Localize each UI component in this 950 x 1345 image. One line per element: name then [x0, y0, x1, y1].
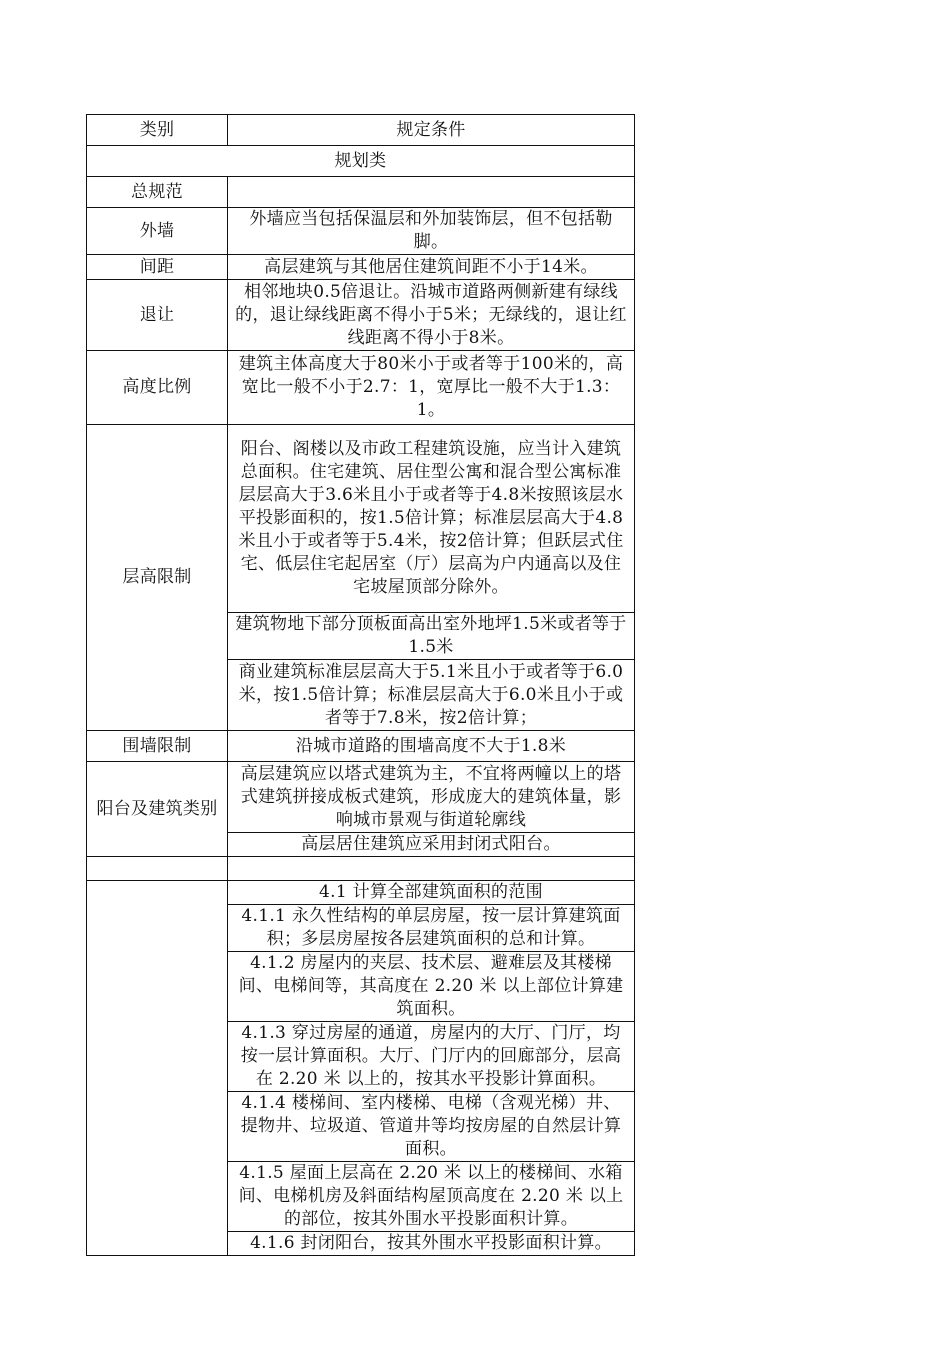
general-value: [228, 177, 635, 208]
balcony-label: 阳台及建筑类别: [87, 762, 228, 857]
table-row: [87, 208, 635, 255]
area-rule-4-1-5: 4.1.5 屋面上层高在 2.20 米 以上的楼梯间、水箱间、电梯机房及斜面结构屋顶高度在 2.20 米 以上的部位，按其外围水平投影面积计算。: [228, 1162, 635, 1232]
area-rule-4-1-6: 4.1.6 封闭阳台，按其外围水平投影面积计算。: [228, 1232, 635, 1256]
floor-height-label: 层高限制: [87, 425, 228, 731]
table-row: [87, 881, 635, 905]
height-ratio-label: 高度比例: [87, 351, 228, 425]
table-row: [87, 857, 635, 881]
section-row: [87, 146, 635, 177]
setback-label: 退让: [87, 280, 228, 351]
spacing-label: 间距: [87, 255, 228, 280]
fence-label: 围墙限制: [87, 731, 228, 762]
blank-cell: [228, 857, 635, 881]
balcony-text-1: 高层建筑应以塔式建筑为主，不宜将两幢以上的塔式建筑拼接成板式建筑，形成庞大的建筑体量，影响城市景观与街道轮廓线: [228, 762, 635, 833]
area-rule-4-1-1: 4.1.1 永久性结构的单层房屋，按一层计算建筑面积；多层房屋按各层建筑面积的总和计算。: [228, 905, 635, 952]
table-row: [87, 177, 635, 208]
table-row: [87, 351, 635, 425]
height-ratio-text: 建筑主体高度大于80米小于或者等于100米的，高宽比一般不小于2.7：1，宽厚比一般不大于1.3：1。: [228, 351, 635, 425]
area-rule-title: 4.1 计算全部建筑面积的范围: [228, 881, 635, 905]
wall-text: 外墙应当包括保温层和外加装饰层，但不包括勒脚。: [228, 208, 635, 255]
area-rule-4-1-3: 4.1.3 穿过房屋的通道，房屋内的大厅、门厅，均按一层计算面积。大厅、门厅内的回廊部分，层高在 2.20 米 以上的，按其水平投影计算面积。: [228, 1022, 635, 1092]
table-row: [87, 255, 635, 280]
table-row: [87, 280, 635, 351]
balcony-text-2: 高层居住建筑应采用封闭式阳台。: [228, 833, 635, 857]
header-category: 类别: [87, 115, 228, 146]
floor-height-text-2: 建筑物地下部分顶板面高出室外地坪1.5米或者等于1.5米: [228, 613, 635, 660]
table-row: [87, 762, 635, 833]
area-rules-label-cell: [87, 881, 228, 1256]
header-conditions: 规定条件: [228, 115, 635, 146]
spacing-text: 高层建筑与其他居住建筑间距不小于14米。: [228, 255, 635, 280]
setback-text: 相邻地块0.5倍退让。沿城市道路两侧新建有绿线的，退让绿线距离不得小于5米；无绿线的，退让红线距离不得小于8米。: [228, 280, 635, 351]
fence-text: 沿城市道路的围墙高度不大于1.8米: [228, 731, 635, 762]
blank-cell: [87, 857, 228, 881]
general-label: 总规范: [87, 177, 228, 208]
table-row: [87, 425, 635, 613]
area-rule-4-1-2: 4.1.2 房屋内的夹层、技术层、避难层及其楼梯间、电梯间等，其高度在 2.20 米 以上部位计算建筑面积。: [228, 952, 635, 1022]
wall-label: 外墙: [87, 208, 228, 255]
floor-height-text-1: 阳台、阁楼以及市政工程建筑设施，应当计入建筑总面积。住宅建筑、居住型公寓和混合型公寓标准层层高大于3.6米且小于或者等于4.8米按照该层水平投影面积的，按1.5倍计算；标准层层高大于4.8米且小于或者等于5.4米，按2倍计算；但跃层式住宅、低层住宅起居室（厅）层高为户内通高以及住宅坡屋顶部分除外。: [228, 425, 635, 613]
area-rule-4-1-4: 4.1.4 楼梯间、室内楼梯、电梯（含观光梯）井、提物井、垃圾道、管道井等均按房屋的自然层计算面积。: [228, 1092, 635, 1162]
section-title: 规划类: [87, 146, 635, 177]
regulation-table: [86, 114, 635, 1256]
table-header-row: [87, 115, 635, 146]
table-row: [87, 731, 635, 762]
floor-height-text-3: 商业建筑标准层层高大于5.1米且小于或者等于6.0米，按1.5倍计算；标准层层高大于6.0米且小于或者等于7.8米，按2倍计算；: [228, 660, 635, 731]
